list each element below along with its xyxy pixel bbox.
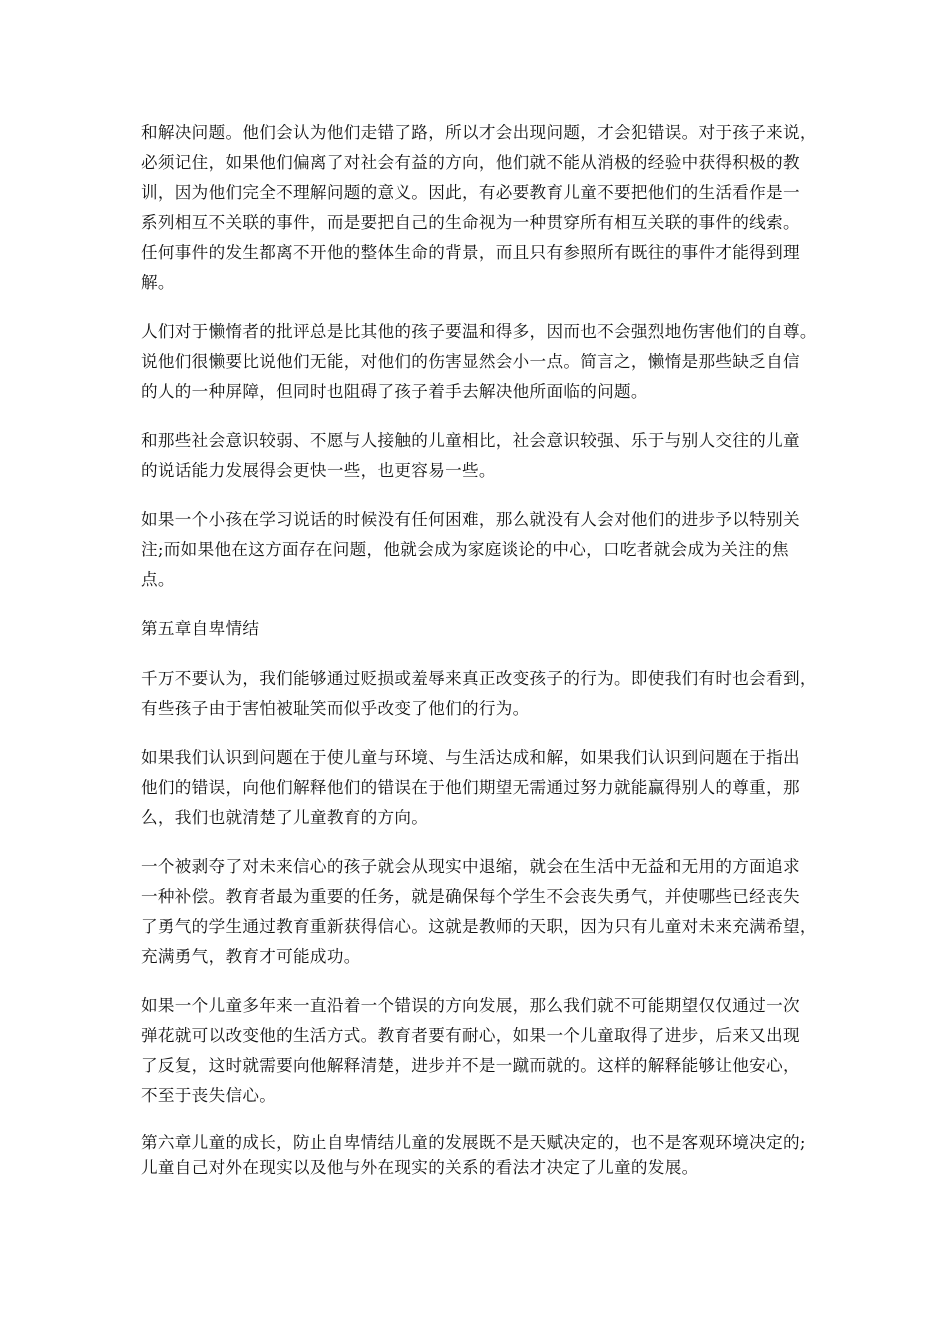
text-line: 充满勇气，教育才可能成功。 (141, 947, 361, 966)
chapter-5-heading (141, 614, 821, 644)
text-line: 说他们很懒要比说他们无能，对他们的伤害显然会小一点。简言之，懒惰是那些缺乏自信 (141, 352, 800, 371)
text-line: 有些孩子由于害怕被耻笑而似乎改变了他们的行为。 (141, 699, 530, 718)
paragraph-7 (141, 743, 821, 833)
paragraph-4 (141, 505, 821, 595)
text-line: 他们的错误，向他们解释他们的错误在于他们期望无需通过努力就能赢得别人的尊重，那 (141, 778, 800, 797)
document-body (141, 118, 821, 1199)
text-line: 第六章儿童的成长，防止自卑情结儿童的发展既不是天赋决定的，也不是客观环境决定的; (141, 1133, 806, 1152)
paragraph-2 (141, 317, 821, 407)
chapter-6-paragraph (141, 1130, 821, 1180)
text-line: 人们对于懒惰者的批评总是比其他的孩子要温和得多，因而也不会强烈地伤害他们的自尊。 (141, 322, 817, 341)
text-line: 任何事件的发生都离不开他的整体生命的背景，而且只有参照所有既往的事件才能得到理 (141, 243, 800, 262)
text-line: 和解决问题。他们会认为他们走错了路，所以才会出现问题，才会犯错误。对于孩子来说， (141, 123, 817, 142)
text-line: 弹花就可以改变他的生活方式。教育者要有耐心，如果一个儿童取得了进步，后来又出现 (141, 1026, 800, 1045)
text-line: 和那些社会意识较弱、不愿与人接触的儿童相比，社会意识较强、乐于与别人交往的儿童 (141, 431, 800, 450)
text-line: 了反复，这时就需要向他解释清楚，进步并不是一蹴而就的。这样的解释能够让他安心， (141, 1056, 800, 1075)
text-line: 一个被剥夺了对未来信心的孩子就会从现实中退缩，就会在生活中无益和无用的方面追求 (141, 857, 800, 876)
paragraph-9 (141, 991, 821, 1111)
text-line: 点。 (141, 570, 175, 589)
paragraph-3 (141, 426, 821, 486)
text-line: 的说话能力发展得会更快一些，也更容易一些。 (141, 461, 496, 480)
text-line: 如果一个儿童多年来一直沿着一个错误的方向发展，那么我们就不可能期望仅仅通过一次 (141, 996, 800, 1015)
text-line: 必须记住，如果他们偏离了对社会有益的方向，他们就不能从消极的经验中获得积极的教 (141, 153, 800, 172)
text-line: 解。 (141, 273, 175, 292)
text-line: 系列相互不关联的事件，而是要把自己的生命视为一种贯穿所有相互关联的事件的线索。 (141, 213, 800, 232)
paragraph-8 (141, 852, 821, 972)
text-line: 第五章自卑情结 (141, 619, 260, 638)
text-line: 如果我们认识到问题在于使儿童与环境、与生活达成和解，如果我们认识到问题在于指出 (141, 748, 800, 767)
paragraph-6 (141, 664, 821, 724)
text-line: 的人的一种屏障，但同时也阻碍了孩子着手去解决他所面临的问题。 (141, 382, 648, 401)
text-line: 一种补偿。教育者最为重要的任务，就是确保每个学生不会丧失勇气，并使哪些已经丧失 (141, 887, 800, 906)
text-line: 千万不要认为，我们能够通过贬损或羞辱来真正改变孩子的行为。即使我们有时也会看到， (141, 669, 817, 688)
text-line: 不至于丧失信心。 (141, 1086, 277, 1105)
text-line: 了勇气的学生通过教育重新获得信心。这就是教师的天职，因为只有儿童对未来充满希望， (141, 917, 817, 936)
text-line: 注;而如果他在这方面存在问题，他就会成为家庭谈论的中心，口吃者就会成为关注的焦 (141, 540, 789, 559)
text-line: 儿童自己对外在现实以及他与外在现实的关系的看法才决定了儿童的发展。 (141, 1158, 699, 1177)
paragraph-1 (141, 118, 821, 298)
text-line: 么，我们也就清楚了儿童教育的方向。 (141, 808, 429, 827)
text-line: 训，因为他们完全不理解问题的意义。因此，有必要教育儿童不要把他们的生活看作是一 (141, 183, 800, 202)
text-line: 如果一个小孩在学习说话的时候没有任何困难，那么就没有人会对他们的进步予以特别关 (141, 510, 800, 529)
